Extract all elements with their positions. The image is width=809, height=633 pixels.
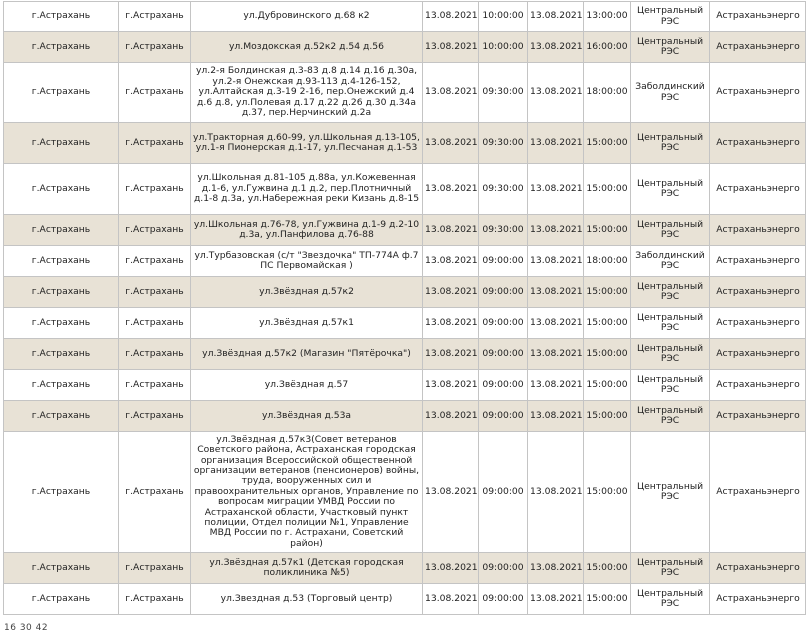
- res-cell: Центральный РЭС: [631, 401, 710, 432]
- address-cell: ул.Звездная д.53 (Торговый центр): [191, 584, 423, 615]
- org-cell: Астраханьэнерго: [710, 63, 806, 123]
- address-cell: ул.Звёздная д.57к1: [191, 308, 423, 339]
- table-row: [4, 32, 806, 63]
- end-time-cell: 16:00:00: [584, 32, 631, 63]
- start-time-cell: 09:00:00: [479, 277, 528, 308]
- res-cell: Центральный РЭС: [631, 553, 710, 584]
- locality-cell: г.Астрахань: [119, 164, 191, 215]
- start-date-cell: 13.08.2021: [423, 164, 479, 215]
- table-row: [4, 277, 806, 308]
- org-cell: Астраханьэнерго: [710, 584, 806, 615]
- city-cell: г.Астрахань: [4, 123, 119, 164]
- start-date-cell: 13.08.2021: [423, 584, 479, 615]
- outage-table-body: [4, 2, 806, 615]
- org-cell: Астраханьэнерго: [710, 308, 806, 339]
- table-row: [4, 123, 806, 164]
- end-time-cell: 15:00:00: [584, 584, 631, 615]
- address-cell: ул.Звёздная д.57к2 (Магазин "Пятёрочка"): [191, 339, 423, 370]
- end-date-cell: 13.08.2021: [528, 432, 584, 553]
- res-cell: Центральный РЭС: [631, 32, 710, 63]
- start-time-cell: 09:00:00: [479, 553, 528, 584]
- end-date-cell: 13.08.2021: [528, 32, 584, 63]
- start-date-cell: 13.08.2021: [423, 32, 479, 63]
- city-cell: г.Астрахань: [4, 246, 119, 277]
- end-date-cell: 13.08.2021: [528, 2, 584, 32]
- locality-cell: г.Астрахань: [119, 215, 191, 246]
- start-time-cell: 09:00:00: [479, 432, 528, 553]
- city-cell: г.Астрахань: [4, 164, 119, 215]
- end-date-cell: 13.08.2021: [528, 215, 584, 246]
- locality-cell: г.Астрахань: [119, 32, 191, 63]
- end-date-cell: 13.08.2021: [528, 63, 584, 123]
- address-cell: ул.Звёздная д.53а: [191, 401, 423, 432]
- org-cell: Астраханьэнерго: [710, 164, 806, 215]
- start-date-cell: 13.08.2021: [423, 246, 479, 277]
- end-time-cell: 15:00:00: [584, 277, 631, 308]
- address-cell: ул.Тракторная д.60-99, ул.Школьная д.13-105, ул.1-я Пионерская д.1-17, ул.Песчаная д.1-53: [191, 123, 423, 164]
- start-time-cell: 09:30:00: [479, 215, 528, 246]
- city-cell: г.Астрахань: [4, 63, 119, 123]
- start-time-cell: 09:00:00: [479, 246, 528, 277]
- table-row: [4, 215, 806, 246]
- end-date-cell: 13.08.2021: [528, 553, 584, 584]
- end-time-cell: 15:00:00: [584, 215, 631, 246]
- start-date-cell: 13.08.2021: [423, 432, 479, 553]
- res-cell: Центральный РЭС: [631, 215, 710, 246]
- end-date-cell: 13.08.2021: [528, 164, 584, 215]
- end-date-cell: 13.08.2021: [528, 308, 584, 339]
- outage-table: [3, 1, 806, 615]
- res-cell: Центральный РЭС: [631, 370, 710, 401]
- res-cell: Центральный РЭС: [631, 432, 710, 553]
- org-cell: Астраханьэнерго: [710, 123, 806, 164]
- locality-cell: г.Астрахань: [119, 308, 191, 339]
- city-cell: г.Астрахань: [4, 401, 119, 432]
- city-cell: г.Астрахань: [4, 339, 119, 370]
- table-row: [4, 2, 806, 32]
- start-date-cell: 13.08.2021: [423, 215, 479, 246]
- locality-cell: г.Астрахань: [119, 432, 191, 553]
- res-cell: Центральный РЭС: [631, 164, 710, 215]
- org-cell: Астраханьэнерго: [710, 553, 806, 584]
- locality-cell: г.Астрахань: [119, 339, 191, 370]
- city-cell: г.Астрахань: [4, 215, 119, 246]
- res-cell: Центральный РЭС: [631, 2, 710, 32]
- start-time-cell: 09:00:00: [479, 584, 528, 615]
- org-cell: Астраханьэнерго: [710, 277, 806, 308]
- org-cell: Астраханьэнерго: [710, 339, 806, 370]
- pagination[interactable]: 16 30 42: [4, 623, 49, 633]
- end-time-cell: 18:00:00: [584, 63, 631, 123]
- start-time-cell: 09:00:00: [479, 401, 528, 432]
- table-row: [4, 63, 806, 123]
- end-date-cell: 13.08.2021: [528, 123, 584, 164]
- end-date-cell: 13.08.2021: [528, 246, 584, 277]
- org-cell: Астраханьэнерго: [710, 432, 806, 553]
- org-cell: Астраханьэнерго: [710, 370, 806, 401]
- city-cell: г.Астрахань: [4, 432, 119, 553]
- start-time-cell: 09:30:00: [479, 164, 528, 215]
- end-time-cell: 15:00:00: [584, 370, 631, 401]
- end-time-cell: 13:00:00: [584, 2, 631, 32]
- locality-cell: г.Астрахань: [119, 123, 191, 164]
- city-cell: г.Астрахань: [4, 584, 119, 615]
- end-time-cell: 15:00:00: [584, 432, 631, 553]
- start-time-cell: 10:00:00: [479, 32, 528, 63]
- end-time-cell: 15:00:00: [584, 123, 631, 164]
- address-cell: ул.Турбазовская (с/т "Звездочка" ТП-774А ф.7 ПС Первомайская ): [191, 246, 423, 277]
- org-cell: Астраханьэнерго: [710, 401, 806, 432]
- start-date-cell: 13.08.2021: [423, 63, 479, 123]
- end-time-cell: 15:00:00: [584, 401, 631, 432]
- locality-cell: г.Астрахань: [119, 2, 191, 32]
- address-cell: ул.Звёздная д.57: [191, 370, 423, 401]
- start-date-cell: 13.08.2021: [423, 277, 479, 308]
- city-cell: г.Астрахань: [4, 277, 119, 308]
- start-date-cell: 13.08.2021: [423, 123, 479, 164]
- address-cell: ул.2-я Болдинская д.3-83 д.8 д.14 д.16 д.30а, ул.2-я Онежская д.93-113 д.4-126-152, ул.Алтайская д.3-19 2-16, пер.Онежский д.4 д.6 д.8, ул.Полевая д.17 д.22 д.26 д.30 д.34а д.37, пер.Нерчинский д.2а: [191, 63, 423, 123]
- org-cell: Астраханьэнерго: [710, 215, 806, 246]
- table-row: [4, 584, 806, 615]
- locality-cell: г.Астрахань: [119, 584, 191, 615]
- start-time-cell: 09:00:00: [479, 370, 528, 401]
- table-row: [4, 370, 806, 401]
- start-time-cell: 09:30:00: [479, 63, 528, 123]
- org-cell: Астраханьэнерго: [710, 32, 806, 63]
- address-cell: ул.Звёздная д.57к1 (Детская городская поликлиника №5): [191, 553, 423, 584]
- locality-cell: г.Астрахань: [119, 401, 191, 432]
- end-date-cell: 13.08.2021: [528, 277, 584, 308]
- locality-cell: г.Астрахань: [119, 277, 191, 308]
- address-cell: ул.Звёздная д.57к2: [191, 277, 423, 308]
- table-row: [4, 164, 806, 215]
- end-time-cell: 15:00:00: [584, 308, 631, 339]
- end-time-cell: 15:00:00: [584, 164, 631, 215]
- start-date-cell: 13.08.2021: [423, 553, 479, 584]
- locality-cell: г.Астрахань: [119, 553, 191, 584]
- start-date-cell: 13.08.2021: [423, 308, 479, 339]
- table-row: [4, 246, 806, 277]
- res-cell: Центральный РЭС: [631, 339, 710, 370]
- start-time-cell: 09:00:00: [479, 339, 528, 370]
- end-date-cell: 13.08.2021: [528, 370, 584, 401]
- city-cell: г.Астрахань: [4, 308, 119, 339]
- start-time-cell: 09:00:00: [479, 308, 528, 339]
- city-cell: г.Астрахань: [4, 370, 119, 401]
- end-time-cell: 15:00:00: [584, 339, 631, 370]
- table-row: [4, 308, 806, 339]
- start-time-cell: 09:30:00: [479, 123, 528, 164]
- start-date-cell: 13.08.2021: [423, 401, 479, 432]
- end-date-cell: 13.08.2021: [528, 339, 584, 370]
- res-cell: Центральный РЭС: [631, 584, 710, 615]
- table-row: [4, 339, 806, 370]
- start-date-cell: 13.08.2021: [423, 2, 479, 32]
- res-cell: Центральный РЭС: [631, 277, 710, 308]
- start-time-cell: 10:00:00: [479, 2, 528, 32]
- end-date-cell: 13.08.2021: [528, 401, 584, 432]
- table-row: [4, 432, 806, 553]
- locality-cell: г.Астрахань: [119, 63, 191, 123]
- res-cell: Центральный РЭС: [631, 123, 710, 164]
- res-cell: Заболдинский РЭС: [631, 63, 710, 123]
- org-cell: Астраханьэнерго: [710, 246, 806, 277]
- city-cell: г.Астрахань: [4, 2, 119, 32]
- end-time-cell: 15:00:00: [584, 553, 631, 584]
- org-cell: Астраханьэнерго: [710, 2, 806, 32]
- res-cell: Заболдинский РЭС: [631, 246, 710, 277]
- start-date-cell: 13.08.2021: [423, 339, 479, 370]
- city-cell: г.Астрахань: [4, 32, 119, 63]
- table-row: [4, 553, 806, 584]
- address-cell: ул.Школьная д.76-78, ул.Гужвина д.1-9 д.2-10 д.3а, ул.Панфилова д.76-88: [191, 215, 423, 246]
- address-cell: ул.Школьная д.81-105 д.88а, ул.Кожевенная д.1-6, ул.Гужвина д.1 д.2, пер.Плотничный д.1-8 д.3а, ул.Набережная реки Кизань д.8-15: [191, 164, 423, 215]
- res-cell: Центральный РЭС: [631, 308, 710, 339]
- address-cell: ул.Звёздная д.57к3(Совет ветеранов Советского района, Астраханская городская организация Всероссийской общественной организации ветеранов (пенсионеров) войны, труда, вооруженных сил и правоохранительных органов, Управление по вопросам миграции УМВД России по Астраханской области, Участковый пункт полиции, Отдел полиции №1, Управление МВД России по г. Астрахани, Советский район): [191, 432, 423, 553]
- end-time-cell: 18:00:00: [584, 246, 631, 277]
- locality-cell: г.Астрахань: [119, 370, 191, 401]
- end-date-cell: 13.08.2021: [528, 584, 584, 615]
- locality-cell: г.Астрахань: [119, 246, 191, 277]
- city-cell: г.Астрахань: [4, 553, 119, 584]
- address-cell: ул.Дубровинского д.68 к2: [191, 2, 423, 32]
- address-cell: ул.Моздокская д.52к2 д.54 д.56: [191, 32, 423, 63]
- table-row: [4, 401, 806, 432]
- start-date-cell: 13.08.2021: [423, 370, 479, 401]
